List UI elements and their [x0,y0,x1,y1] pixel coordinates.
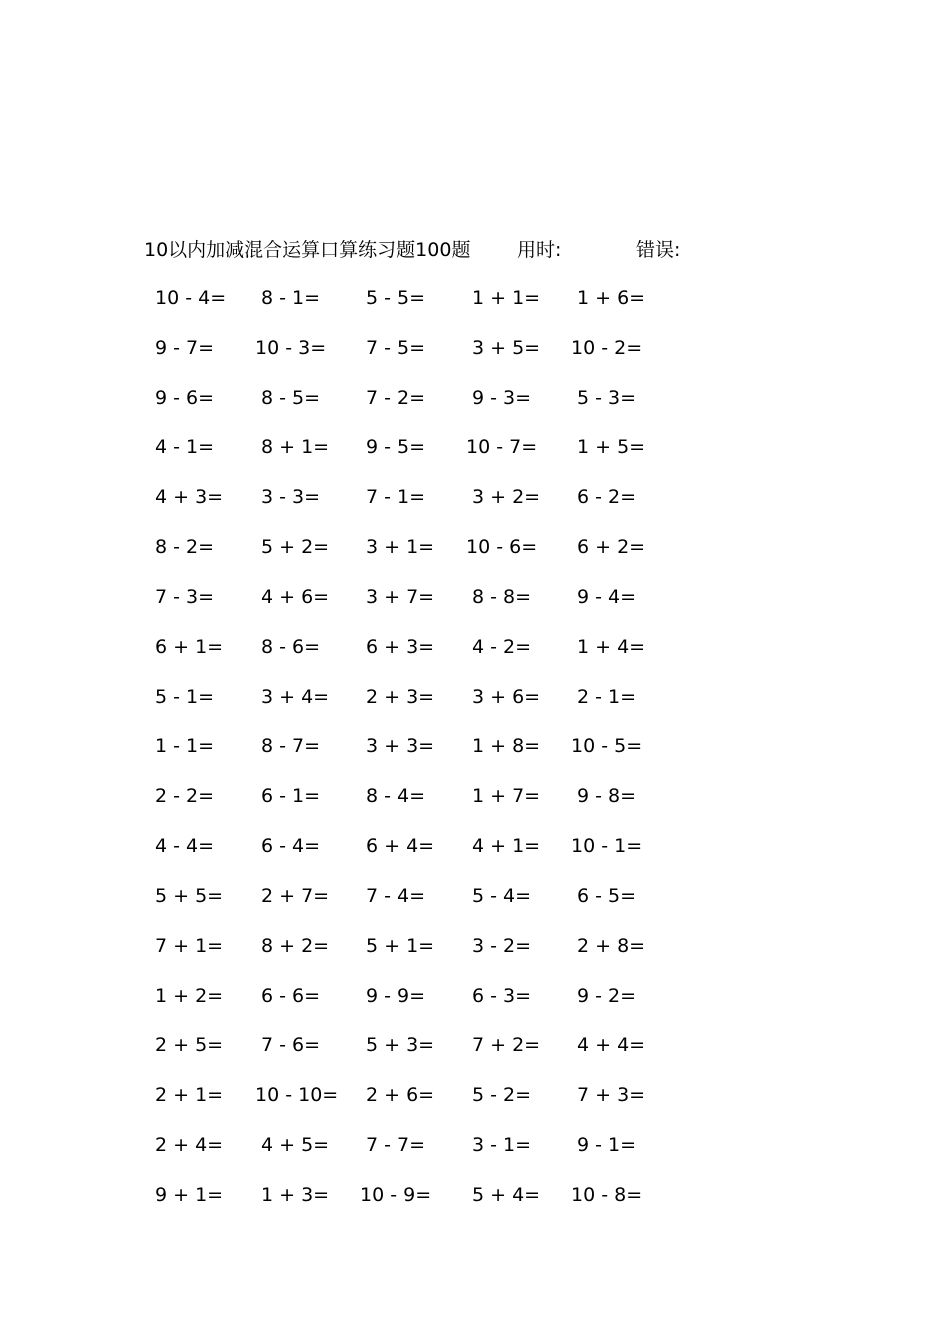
problem-item: 3 + 5= [472,336,541,359]
problem-item: 2 + 4= [155,1134,224,1157]
problem-item: 3 + 6= [472,685,541,708]
problem-row [0,882,950,932]
problem-item: 7 + 3= [577,1084,646,1107]
problem-item: 7 - 1= [366,486,426,509]
problem-item: 8 - 7= [261,735,321,758]
problem-item: 4 - 2= [472,635,532,658]
problem-item: 2 + 5= [155,1034,224,1057]
problem-item: 6 + 3= [366,635,435,658]
problem-item: 6 - 5= [577,884,637,907]
problem-item: 10 - 4= [155,287,227,309]
problem-item: 7 - 7= [366,1134,426,1157]
problem-item: 9 - 2= [577,984,637,1007]
problem-item: 6 - 3= [472,984,532,1007]
problem-item: 2 + 8= [577,934,646,957]
problem-item: 3 - 3= [261,486,321,509]
problem-item: 7 - 5= [366,336,426,359]
problem-row [0,1031,950,1081]
problem-item: 6 - 4= [261,835,321,858]
problem-row [0,284,950,334]
problem-item: 8 - 1= [261,287,321,309]
problem-item: 5 - 2= [472,1084,532,1107]
problem-item: 1 + 1= [472,287,541,309]
problem-item: 1 + 5= [577,436,646,459]
problem-item: 4 + 3= [155,486,224,509]
problem-item: 6 + 4= [366,835,435,858]
problem-item: 5 + 1= [366,934,435,957]
problem-item: 6 - 6= [261,984,321,1007]
problem-item: 4 + 1= [472,835,541,858]
problem-item: 5 - 1= [155,685,215,708]
problem-item: 1 + 8= [472,735,541,758]
problem-row [0,1131,950,1181]
problem-item: 4 - 1= [155,436,215,459]
problem-item: 10 - 10= [255,1084,339,1107]
problem-item: 10 - 9= [360,1183,432,1206]
problem-item: 4 + 6= [261,585,330,608]
problem-item: 1 + 3= [261,1183,330,1206]
problem-item: 6 + 2= [577,536,646,559]
problem-item: 10 - 8= [571,1183,643,1206]
problem-row [0,1181,950,1231]
problem-item: 9 - 4= [577,585,637,608]
problem-row [0,583,950,633]
problem-item: 7 - 2= [366,386,426,409]
problem-item: 5 - 3= [577,386,637,409]
problem-item: 2 + 1= [155,1084,224,1107]
problem-row [0,334,950,384]
problem-item: 8 - 6= [261,635,321,658]
problem-item: 7 + 2= [472,1034,541,1057]
worksheet-title: 10以内加减混合运算口算练习题100题 [144,239,471,261]
problem-item: 3 + 2= [472,486,541,509]
problem-row [0,1081,950,1131]
problem-row [0,533,950,583]
problem-item: 6 - 1= [261,785,321,808]
problem-item: 8 - 2= [155,536,215,559]
problem-item: 4 - 4= [155,835,215,858]
problem-item: 5 + 5= [155,884,224,907]
problem-item: 5 + 3= [366,1034,435,1057]
problem-item: 5 - 5= [366,287,426,309]
problem-item: 2 - 1= [577,685,637,708]
problem-item: 10 - 6= [466,536,538,559]
problem-item: 10 - 5= [571,735,643,758]
problem-item: 10 - 2= [571,336,643,359]
problem-item: 7 - 6= [261,1034,321,1057]
problem-item: 7 + 1= [155,934,224,957]
problem-row [0,483,950,533]
problem-item: 2 - 2= [155,785,215,808]
problem-row [0,932,950,982]
problem-item: 7 - 4= [366,884,426,907]
time-used-label: 用时: [517,239,562,261]
problem-item: 5 - 4= [472,884,532,907]
problem-item: 4 + 4= [577,1034,646,1057]
problem-item: 8 + 2= [261,934,330,957]
problem-item: 5 + 2= [261,536,330,559]
problem-item: 5 + 4= [472,1183,541,1206]
problem-item: 7 - 3= [155,585,215,608]
problem-item: 2 + 7= [261,884,330,907]
problem-item: 6 - 2= [577,486,637,509]
problem-item: 1 + 2= [155,984,224,1007]
problem-row [0,384,950,434]
problem-item: 2 + 3= [366,685,435,708]
problem-item: 8 - 4= [366,785,426,808]
problem-item: 3 + 4= [261,685,330,708]
problem-item: 1 + 6= [577,287,646,309]
problem-item: 6 + 1= [155,635,224,658]
problem-item: 2 + 6= [366,1084,435,1107]
problem-row [0,982,950,1032]
problem-item: 1 + 7= [472,785,541,808]
problem-item: 1 - 1= [155,735,215,758]
problem-item: 4 + 5= [261,1134,330,1157]
worksheet-header [144,236,764,264]
problem-item: 9 - 8= [577,785,637,808]
problem-item: 9 - 7= [155,336,215,359]
problem-row [0,782,950,832]
problem-item: 9 - 9= [366,984,426,1007]
problem-item: 3 - 2= [472,934,532,957]
problem-item: 8 - 5= [261,386,321,409]
problem-row [0,433,950,483]
problem-item: 3 + 3= [366,735,435,758]
problem-item: 9 + 1= [155,1183,224,1206]
problem-item: 3 + 7= [366,585,435,608]
problem-item: 10 - 3= [255,336,327,359]
problem-item: 10 - 7= [466,436,538,459]
problem-item: 8 + 1= [261,436,330,459]
problem-item: 9 - 6= [155,386,215,409]
problem-item: 9 - 5= [366,436,426,459]
problem-row [0,633,950,683]
problem-row [0,832,950,882]
problem-item: 10 - 1= [571,835,643,858]
problem-row [0,732,950,782]
problem-item: 9 - 3= [472,386,532,409]
problem-item: 3 + 1= [366,536,435,559]
error-count-label: 错误: [636,239,681,261]
problem-item: 3 - 1= [472,1134,532,1157]
problem-item: 8 - 8= [472,585,532,608]
problem-item: 9 - 1= [577,1134,637,1157]
problem-grid [0,284,950,1231]
problem-row [0,683,950,733]
problem-item: 1 + 4= [577,635,646,658]
